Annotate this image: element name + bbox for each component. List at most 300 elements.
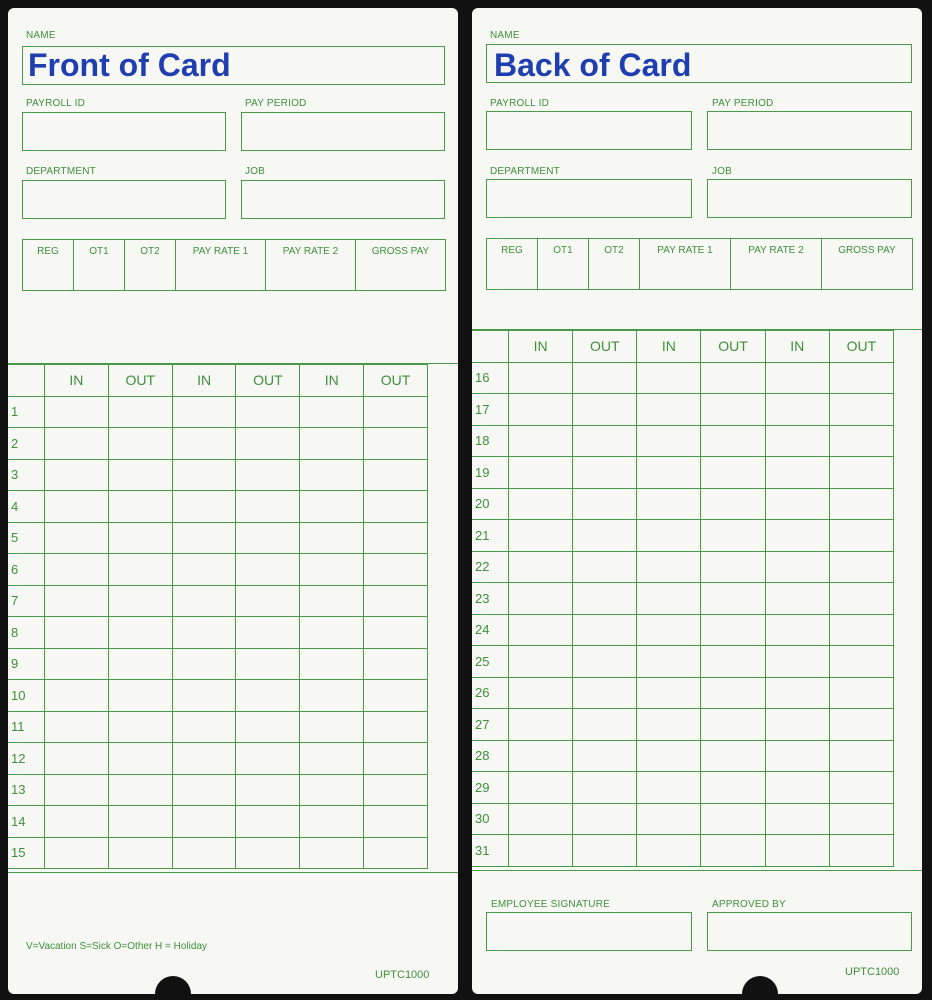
time-in-cell[interactable] bbox=[300, 680, 364, 712]
department-label: DEPARTMENT bbox=[26, 166, 96, 177]
time-in-cell[interactable] bbox=[637, 709, 701, 741]
time-in-cell[interactable] bbox=[300, 648, 364, 680]
pay-col-ot1[interactable]: OT1 bbox=[74, 240, 125, 291]
time-in-cell[interactable] bbox=[172, 585, 236, 617]
time-out-cell[interactable] bbox=[829, 551, 893, 583]
time-out-cell[interactable] bbox=[364, 459, 428, 491]
time-in-cell[interactable] bbox=[509, 457, 573, 489]
grid-header-out: OUT bbox=[108, 365, 172, 397]
time-out-cell[interactable] bbox=[236, 680, 300, 712]
grid-header-in: IN bbox=[765, 331, 829, 363]
pay-period-field[interactable] bbox=[241, 112, 445, 151]
time-in-cell[interactable] bbox=[765, 803, 829, 835]
grid-row bbox=[472, 835, 894, 867]
time-in-cell[interactable] bbox=[45, 806, 109, 838]
footer-divider bbox=[472, 870, 922, 871]
time-out-cell[interactable] bbox=[364, 554, 428, 586]
time-out-cell[interactable] bbox=[829, 362, 893, 394]
grid-row bbox=[472, 583, 894, 615]
time-in-cell[interactable] bbox=[45, 396, 109, 428]
payroll-id-label: PAYROLL ID bbox=[490, 98, 550, 109]
time-out-cell[interactable] bbox=[236, 743, 300, 775]
time-out-cell[interactable] bbox=[108, 522, 172, 554]
time-out-cell[interactable] bbox=[364, 617, 428, 649]
time-in-cell[interactable] bbox=[509, 520, 573, 552]
time-in-cell[interactable] bbox=[509, 803, 573, 835]
pay-col-ot2[interactable]: OT2 bbox=[589, 239, 640, 290]
time-in-cell[interactable] bbox=[765, 835, 829, 867]
time-in-cell[interactable] bbox=[45, 428, 109, 460]
time-in-cell[interactable] bbox=[300, 491, 364, 523]
time-in-cell[interactable] bbox=[765, 646, 829, 678]
time-out-cell[interactable] bbox=[364, 522, 428, 554]
time-out-cell[interactable] bbox=[829, 457, 893, 489]
time-in-cell[interactable] bbox=[765, 772, 829, 804]
time-in-cell[interactable] bbox=[45, 711, 109, 743]
grid-header-in: IN bbox=[300, 365, 364, 397]
time-out-cell[interactable] bbox=[364, 806, 428, 838]
time-out-cell[interactable] bbox=[364, 491, 428, 523]
department-field[interactable] bbox=[486, 179, 692, 218]
grid-row bbox=[8, 617, 428, 649]
time-out-cell[interactable] bbox=[108, 396, 172, 428]
grid-row bbox=[472, 457, 894, 489]
row-number: 13 bbox=[8, 774, 45, 806]
time-out-cell[interactable] bbox=[573, 614, 637, 646]
time-out-cell[interactable] bbox=[829, 488, 893, 520]
time-out-cell[interactable] bbox=[236, 711, 300, 743]
grid-header-in: IN bbox=[45, 365, 109, 397]
grid-header-out: OUT bbox=[364, 365, 428, 397]
pay-col-pay-rate-2[interactable]: PAY RATE 2 bbox=[266, 240, 356, 291]
row-number: 11 bbox=[8, 711, 45, 743]
grid-row bbox=[8, 585, 428, 617]
time-out-cell[interactable] bbox=[829, 583, 893, 615]
time-out-cell[interactable] bbox=[829, 835, 893, 867]
time-out-cell[interactable] bbox=[108, 459, 172, 491]
pay-col-ot1[interactable]: OT1 bbox=[538, 239, 589, 290]
time-in-cell[interactable] bbox=[45, 585, 109, 617]
pay-period-field[interactable] bbox=[707, 111, 912, 150]
payroll-id-field[interactable] bbox=[22, 112, 226, 151]
time-out-cell[interactable] bbox=[701, 457, 765, 489]
row-number: 22 bbox=[472, 551, 509, 583]
time-in-cell[interactable] bbox=[637, 425, 701, 457]
time-out-cell[interactable] bbox=[364, 743, 428, 775]
row-number: 12 bbox=[8, 743, 45, 775]
front-card bbox=[8, 8, 458, 994]
form-code: UPTC1000 bbox=[375, 969, 430, 981]
time-in-cell[interactable] bbox=[509, 835, 573, 867]
grid-row bbox=[8, 428, 428, 460]
time-in-cell[interactable] bbox=[45, 837, 109, 869]
grid-header-out: OUT bbox=[236, 365, 300, 397]
time-out-cell[interactable] bbox=[573, 772, 637, 804]
time-out-cell[interactable] bbox=[236, 396, 300, 428]
time-in-cell[interactable] bbox=[509, 740, 573, 772]
employee-signature-field[interactable] bbox=[486, 912, 692, 951]
time-in-cell[interactable] bbox=[637, 394, 701, 426]
time-out-cell[interactable] bbox=[573, 520, 637, 552]
grid-row bbox=[472, 488, 894, 520]
grid-header-in: IN bbox=[509, 331, 573, 363]
grid-row bbox=[8, 522, 428, 554]
grid-corner bbox=[472, 331, 509, 363]
time-out-cell[interactable] bbox=[701, 551, 765, 583]
time-out-cell[interactable] bbox=[364, 428, 428, 460]
punch-notch bbox=[155, 976, 191, 994]
time-in-cell[interactable] bbox=[509, 362, 573, 394]
time-in-cell[interactable] bbox=[300, 837, 364, 869]
name-label: NAME bbox=[26, 30, 56, 41]
grid-row bbox=[8, 648, 428, 680]
time-in-cell[interactable] bbox=[172, 743, 236, 775]
time-in-cell[interactable] bbox=[45, 459, 109, 491]
time-out-cell[interactable] bbox=[829, 646, 893, 678]
time-in-cell[interactable] bbox=[172, 837, 236, 869]
time-out-cell[interactable] bbox=[236, 585, 300, 617]
time-in-cell[interactable] bbox=[509, 709, 573, 741]
time-in-cell[interactable] bbox=[45, 522, 109, 554]
time-out-cell[interactable] bbox=[829, 709, 893, 741]
time-out-cell[interactable] bbox=[236, 648, 300, 680]
time-in-cell[interactable] bbox=[509, 646, 573, 678]
row-number: 16 bbox=[472, 362, 509, 394]
time-in-cell[interactable] bbox=[765, 583, 829, 615]
time-out-cell[interactable] bbox=[236, 522, 300, 554]
payroll-id-field[interactable] bbox=[486, 111, 692, 150]
job-field[interactable] bbox=[241, 180, 445, 219]
payroll-id-label: PAYROLL ID bbox=[26, 98, 86, 109]
grid-row bbox=[8, 711, 428, 743]
grid-row bbox=[8, 837, 428, 869]
row-number: 10 bbox=[8, 680, 45, 712]
time-in-cell[interactable] bbox=[765, 425, 829, 457]
time-in-cell[interactable] bbox=[765, 362, 829, 394]
job-label: JOB bbox=[712, 166, 733, 177]
time-out-cell[interactable] bbox=[573, 583, 637, 615]
time-in-cell[interactable] bbox=[172, 491, 236, 523]
time-out-cell[interactable] bbox=[829, 394, 893, 426]
time-in-cell[interactable] bbox=[172, 617, 236, 649]
time-in-cell[interactable] bbox=[637, 583, 701, 615]
grid-header-in: IN bbox=[637, 331, 701, 363]
time-in-cell[interactable] bbox=[637, 551, 701, 583]
time-out-cell[interactable] bbox=[829, 614, 893, 646]
time-in-cell[interactable] bbox=[172, 396, 236, 428]
time-in-cell[interactable] bbox=[172, 711, 236, 743]
pay-summary-table bbox=[486, 238, 913, 290]
row-number: 24 bbox=[472, 614, 509, 646]
time-out-cell[interactable] bbox=[701, 677, 765, 709]
time-in-cell[interactable] bbox=[765, 614, 829, 646]
grid-corner bbox=[8, 365, 45, 397]
time-in-cell[interactable] bbox=[172, 554, 236, 586]
time-out-cell[interactable] bbox=[364, 711, 428, 743]
job-field[interactable] bbox=[707, 179, 912, 218]
time-in-cell[interactable] bbox=[765, 520, 829, 552]
time-out-cell[interactable] bbox=[573, 740, 637, 772]
time-out-cell[interactable] bbox=[573, 551, 637, 583]
time-out-cell[interactable] bbox=[108, 806, 172, 838]
row-number: 5 bbox=[8, 522, 45, 554]
time-in-cell[interactable] bbox=[509, 677, 573, 709]
row-number: 26 bbox=[472, 677, 509, 709]
time-in-cell[interactable] bbox=[765, 488, 829, 520]
time-out-cell[interactable] bbox=[829, 740, 893, 772]
row-number: 2 bbox=[8, 428, 45, 460]
time-in-cell[interactable] bbox=[509, 488, 573, 520]
time-out-cell[interactable] bbox=[364, 585, 428, 617]
row-number: 14 bbox=[8, 806, 45, 838]
time-out-cell[interactable] bbox=[701, 394, 765, 426]
time-in-cell[interactable] bbox=[172, 806, 236, 838]
time-out-cell[interactable] bbox=[108, 554, 172, 586]
row-number: 25 bbox=[472, 646, 509, 678]
time-in-cell[interactable] bbox=[45, 680, 109, 712]
time-out-cell[interactable] bbox=[364, 774, 428, 806]
form-code: UPTC1000 bbox=[845, 966, 900, 978]
time-in-cell[interactable] bbox=[637, 614, 701, 646]
time-out-cell[interactable] bbox=[829, 772, 893, 804]
grid-header-in: IN bbox=[172, 365, 236, 397]
grid-row bbox=[472, 614, 894, 646]
time-out-cell[interactable] bbox=[701, 803, 765, 835]
time-in-cell[interactable] bbox=[172, 680, 236, 712]
time-out-cell[interactable] bbox=[108, 491, 172, 523]
time-out-cell[interactable] bbox=[573, 677, 637, 709]
approved-by-field[interactable] bbox=[707, 912, 912, 951]
legend-text: V=Vacation S=Sick O=Other H = Holiday bbox=[26, 941, 208, 952]
time-grid bbox=[8, 364, 428, 869]
time-in-cell[interactable] bbox=[300, 711, 364, 743]
time-in-cell[interactable] bbox=[172, 459, 236, 491]
time-out-cell[interactable] bbox=[829, 677, 893, 709]
time-in-cell[interactable] bbox=[765, 740, 829, 772]
grid-header-out: OUT bbox=[701, 331, 765, 363]
time-out-cell[interactable] bbox=[701, 425, 765, 457]
pay-col-gross-pay[interactable]: GROSS PAY bbox=[822, 239, 913, 290]
time-out-cell[interactable] bbox=[364, 680, 428, 712]
time-in-cell[interactable] bbox=[509, 772, 573, 804]
grid-row bbox=[472, 677, 894, 709]
row-number: 3 bbox=[8, 459, 45, 491]
time-in-cell[interactable] bbox=[300, 554, 364, 586]
time-in-cell[interactable] bbox=[45, 617, 109, 649]
pay-col-pay-rate-1[interactable]: PAY RATE 1 bbox=[640, 239, 731, 290]
time-in-cell[interactable] bbox=[509, 583, 573, 615]
time-in-cell[interactable] bbox=[637, 740, 701, 772]
time-out-cell[interactable] bbox=[108, 774, 172, 806]
time-in-cell[interactable] bbox=[765, 457, 829, 489]
time-out-cell[interactable] bbox=[108, 743, 172, 775]
time-out-cell[interactable] bbox=[236, 837, 300, 869]
pay-col-pay-rate-1[interactable]: PAY RATE 1 bbox=[176, 240, 266, 291]
time-out-cell[interactable] bbox=[701, 646, 765, 678]
pay-col-gross-pay[interactable]: GROSS PAY bbox=[356, 240, 446, 291]
time-out-cell[interactable] bbox=[829, 803, 893, 835]
time-out-cell[interactable] bbox=[573, 488, 637, 520]
time-out-cell[interactable] bbox=[108, 585, 172, 617]
time-in-cell[interactable] bbox=[45, 743, 109, 775]
time-out-cell[interactable] bbox=[108, 711, 172, 743]
time-out-cell[interactable] bbox=[236, 428, 300, 460]
time-in-cell[interactable] bbox=[765, 551, 829, 583]
pay-col-pay-rate-2[interactable]: PAY RATE 2 bbox=[731, 239, 822, 290]
punch-notch bbox=[742, 976, 778, 994]
pay-period-label: PAY PERIOD bbox=[712, 98, 774, 109]
time-in-cell[interactable] bbox=[637, 362, 701, 394]
time-out-cell[interactable] bbox=[108, 837, 172, 869]
card-title: Front of Card bbox=[28, 47, 231, 83]
time-out-cell[interactable] bbox=[573, 394, 637, 426]
time-out-cell[interactable] bbox=[236, 806, 300, 838]
grid-row bbox=[8, 774, 428, 806]
grid-row bbox=[472, 709, 894, 741]
row-number: 31 bbox=[472, 835, 509, 867]
employee-signature-label: EMPLOYEE SIGNATURE bbox=[491, 899, 610, 910]
time-out-cell[interactable] bbox=[236, 491, 300, 523]
time-in-cell[interactable] bbox=[300, 396, 364, 428]
time-in-cell[interactable] bbox=[172, 522, 236, 554]
time-in-cell[interactable] bbox=[765, 677, 829, 709]
time-in-cell[interactable] bbox=[300, 428, 364, 460]
row-number: 18 bbox=[472, 425, 509, 457]
time-out-cell[interactable] bbox=[364, 837, 428, 869]
time-out-cell[interactable] bbox=[236, 774, 300, 806]
time-in-cell[interactable] bbox=[45, 554, 109, 586]
time-in-cell[interactable] bbox=[637, 803, 701, 835]
time-in-cell[interactable] bbox=[637, 488, 701, 520]
time-out-cell[interactable] bbox=[108, 680, 172, 712]
time-out-cell[interactable] bbox=[701, 709, 765, 741]
pay-period-label: PAY PERIOD bbox=[245, 98, 307, 109]
row-number: 27 bbox=[472, 709, 509, 741]
grid-row bbox=[472, 520, 894, 552]
row-number: 21 bbox=[472, 520, 509, 552]
row-number: 9 bbox=[8, 648, 45, 680]
time-in-cell[interactable] bbox=[45, 648, 109, 680]
time-in-cell[interactable] bbox=[300, 459, 364, 491]
grid-row bbox=[472, 362, 894, 394]
time-out-cell[interactable] bbox=[701, 520, 765, 552]
time-out-cell[interactable] bbox=[573, 457, 637, 489]
name-label: NAME bbox=[490, 30, 520, 41]
time-in-cell[interactable] bbox=[765, 394, 829, 426]
time-out-cell[interactable] bbox=[701, 583, 765, 615]
time-out-cell[interactable] bbox=[364, 396, 428, 428]
time-in-cell[interactable] bbox=[637, 457, 701, 489]
grid-row bbox=[8, 491, 428, 523]
time-out-cell[interactable] bbox=[108, 617, 172, 649]
time-in-cell[interactable] bbox=[172, 648, 236, 680]
grid-row bbox=[8, 554, 428, 586]
row-number: 8 bbox=[8, 617, 45, 649]
department-label: DEPARTMENT bbox=[490, 166, 560, 177]
time-in-cell[interactable] bbox=[637, 772, 701, 804]
time-in-cell[interactable] bbox=[300, 774, 364, 806]
time-in-cell[interactable] bbox=[300, 743, 364, 775]
time-in-cell[interactable] bbox=[637, 835, 701, 867]
time-in-cell[interactable] bbox=[509, 394, 573, 426]
time-in-cell[interactable] bbox=[637, 520, 701, 552]
time-out-cell[interactable] bbox=[108, 648, 172, 680]
time-out-cell[interactable] bbox=[236, 617, 300, 649]
pay-col-reg[interactable]: REG bbox=[23, 240, 74, 291]
grid-row bbox=[472, 551, 894, 583]
time-in-cell[interactable] bbox=[765, 709, 829, 741]
back-card bbox=[472, 8, 922, 994]
time-in-cell[interactable] bbox=[45, 774, 109, 806]
time-out-cell[interactable] bbox=[701, 772, 765, 804]
time-in-cell[interactable] bbox=[172, 428, 236, 460]
time-out-cell[interactable] bbox=[108, 428, 172, 460]
time-out-cell[interactable] bbox=[701, 488, 765, 520]
time-in-cell[interactable] bbox=[45, 491, 109, 523]
job-label: JOB bbox=[245, 166, 266, 177]
time-out-cell[interactable] bbox=[573, 646, 637, 678]
time-out-cell[interactable] bbox=[701, 740, 765, 772]
grid-row bbox=[472, 803, 894, 835]
pay-summary-table bbox=[22, 239, 446, 291]
time-in-cell[interactable] bbox=[509, 614, 573, 646]
pay-col-ot2[interactable]: OT2 bbox=[125, 240, 176, 291]
time-out-cell[interactable] bbox=[236, 459, 300, 491]
time-in-cell[interactable] bbox=[509, 425, 573, 457]
card-title: Back of Card bbox=[494, 47, 692, 83]
grid-header-out: OUT bbox=[573, 331, 637, 363]
approved-by-label: APPROVED BY bbox=[712, 899, 786, 910]
row-number: 20 bbox=[472, 488, 509, 520]
grid-row bbox=[8, 396, 428, 428]
time-out-cell[interactable] bbox=[573, 709, 637, 741]
time-out-cell[interactable] bbox=[701, 835, 765, 867]
time-in-cell[interactable] bbox=[300, 617, 364, 649]
time-out-cell[interactable] bbox=[364, 648, 428, 680]
row-number: 30 bbox=[472, 803, 509, 835]
time-out-cell[interactable] bbox=[701, 362, 765, 394]
time-out-cell[interactable] bbox=[573, 803, 637, 835]
grid-row bbox=[8, 743, 428, 775]
grid-header-out: OUT bbox=[829, 331, 893, 363]
time-in-cell[interactable] bbox=[509, 551, 573, 583]
row-number: 4 bbox=[8, 491, 45, 523]
time-in-cell[interactable] bbox=[300, 522, 364, 554]
time-out-cell[interactable] bbox=[573, 425, 637, 457]
pay-col-reg[interactable]: REG bbox=[487, 239, 538, 290]
time-grid bbox=[472, 330, 894, 867]
grid-row bbox=[8, 806, 428, 838]
time-in-cell[interactable] bbox=[300, 806, 364, 838]
time-out-cell[interactable] bbox=[829, 425, 893, 457]
time-out-cell[interactable] bbox=[573, 835, 637, 867]
time-out-cell[interactable] bbox=[829, 520, 893, 552]
time-out-cell[interactable] bbox=[573, 362, 637, 394]
time-out-cell[interactable] bbox=[236, 554, 300, 586]
grid-row bbox=[472, 772, 894, 804]
footer-divider bbox=[8, 872, 458, 873]
time-in-cell[interactable] bbox=[637, 677, 701, 709]
row-number: 19 bbox=[472, 457, 509, 489]
time-out-cell[interactable] bbox=[701, 614, 765, 646]
time-in-cell[interactable] bbox=[300, 585, 364, 617]
row-number: 15 bbox=[8, 837, 45, 869]
department-field[interactable] bbox=[22, 180, 226, 219]
time-in-cell[interactable] bbox=[637, 646, 701, 678]
row-number: 6 bbox=[8, 554, 45, 586]
time-in-cell[interactable] bbox=[172, 774, 236, 806]
grid-row bbox=[472, 646, 894, 678]
